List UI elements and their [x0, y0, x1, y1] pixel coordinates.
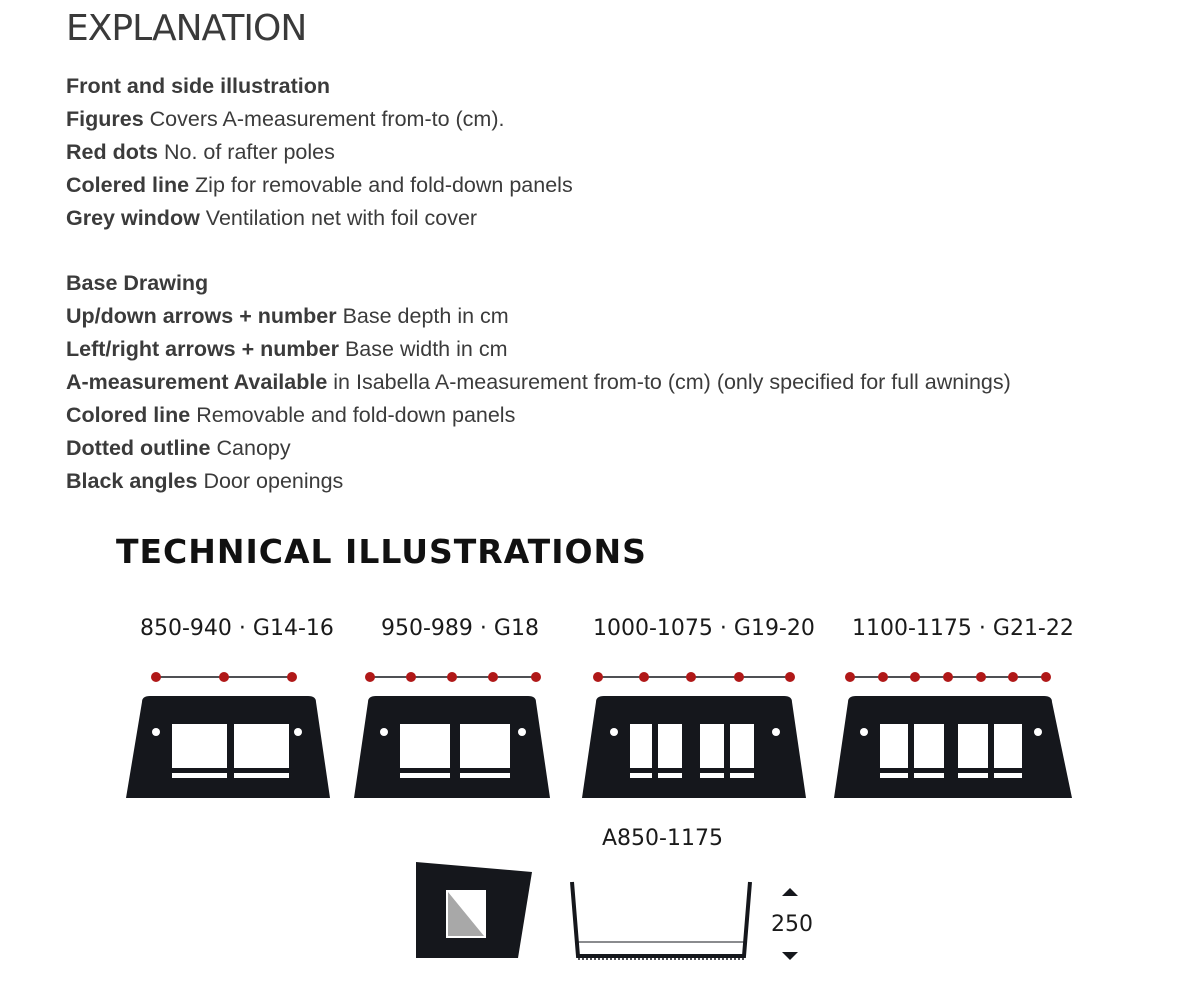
rafter-pole-dot: [1041, 672, 1051, 682]
legend-desc: Covers A-measurement from-to (cm).: [149, 107, 505, 131]
legend-term: Black angles: [66, 469, 198, 493]
base-outline: [572, 882, 750, 956]
legend-term: Up/down arrows + number: [66, 304, 337, 328]
model-label-3: 1000-1075 · G19-20: [593, 616, 815, 641]
legend-desc: No. of rafter poles: [163, 140, 335, 164]
explanation-heading: EXPLANATION: [66, 8, 307, 49]
base-drawing-title: Base Drawing: [66, 271, 209, 295]
legend-desc: Base depth in cm: [342, 304, 509, 328]
rafter-pole-dot: [365, 672, 375, 682]
rafter-pole-dot: [910, 672, 920, 682]
legend-term: Colored line: [66, 403, 191, 427]
vent-dot: [772, 728, 780, 736]
arrow-down-icon: [782, 952, 798, 960]
arrow-up-icon: [782, 888, 798, 896]
legend-term: A-measurement Available: [66, 370, 328, 394]
rafter-pole-dot: [447, 672, 457, 682]
rafter-pole-line: [365, 672, 541, 682]
legend-row-black-angles: [66, 465, 1011, 498]
rafter-pole-dot: [151, 672, 161, 682]
base-depth-label: 250: [771, 912, 813, 937]
awning-body: [354, 696, 550, 798]
rafter-pole-dot: [287, 672, 297, 682]
legend-row-red-dots: [66, 136, 573, 169]
legend-row-grey-window: [66, 202, 573, 235]
rafter-pole-dot: [488, 672, 498, 682]
front-illustration-4: [832, 662, 1076, 802]
vent-dot: [610, 728, 618, 736]
rafter-pole-dot: [639, 672, 649, 682]
front-illustration-1: [124, 662, 332, 802]
base-drawing-section: [66, 267, 1011, 498]
vent-dot: [1034, 728, 1042, 736]
legend-row-a-measurement: [66, 366, 1011, 399]
rafter-pole-dot: [406, 672, 416, 682]
vent-dot: [518, 728, 526, 736]
legend-desc: Door openings: [203, 469, 344, 493]
legend-row-colered-line: [66, 169, 573, 202]
technical-illustrations-title: TECHNICAL ILLUSTRATIONS: [116, 532, 647, 571]
legend-term: Colered line: [66, 173, 190, 197]
front-illustration-3: [580, 662, 808, 802]
model-label-2: 950-989 · G18: [381, 616, 539, 641]
legend-term: Grey window: [66, 206, 200, 230]
awning-body: [834, 696, 1072, 798]
rafter-pole-dot: [219, 672, 229, 682]
legend-desc: Base width in cm: [344, 337, 508, 361]
legend-term: Red dots: [66, 140, 158, 164]
vent-dot: [380, 728, 388, 736]
side-illustration: [414, 860, 536, 962]
rafter-pole-dot: [686, 672, 696, 682]
rafter-pole-dot: [593, 672, 603, 682]
legend-desc: Ventilation net with foil cover: [205, 206, 478, 230]
legend-term: Figures: [66, 107, 144, 131]
vent-dot: [860, 728, 868, 736]
legend-row-leftright: [66, 333, 1011, 366]
front-side-title: Front and side illustration: [66, 74, 330, 98]
rafter-pole-dot: [531, 672, 541, 682]
model-label-1: 850-940 · G14-16: [140, 616, 334, 641]
legend-desc: Removable and fold-down panels: [196, 403, 516, 427]
legend-desc: Zip for removable and fold-down panels: [195, 173, 573, 197]
rafter-pole-dot: [734, 672, 744, 682]
legend-row-dotted-outline: [66, 432, 1011, 465]
vent-dot: [152, 728, 160, 736]
legend-term: Left/right arrows + number: [66, 337, 339, 361]
legend-row-colored-line: [66, 399, 1011, 432]
vent-dot: [294, 728, 302, 736]
side-range-label: A850-1175: [602, 826, 723, 851]
legend-row-figures: [66, 103, 573, 136]
rafter-pole-dot: [976, 672, 986, 682]
rafter-pole-dot: [943, 672, 953, 682]
awning-body: [582, 696, 806, 798]
legend-desc: in Isabella A-measurement from-to (cm) (only specified for full awnings): [333, 370, 1011, 394]
legend-row-updown: [66, 300, 1011, 333]
awning-body: [126, 696, 330, 798]
front-side-section: [66, 70, 573, 235]
legend-desc: Canopy: [216, 436, 291, 460]
legend-term: Dotted outline: [66, 436, 211, 460]
rafter-pole-line: [593, 672, 795, 682]
front-illustration-2: [352, 662, 552, 802]
rafter-pole-line: [845, 672, 1051, 682]
rafter-pole-dot: [785, 672, 795, 682]
rafter-pole-dot: [1008, 672, 1018, 682]
model-label-4: 1100-1175 · G21-22: [852, 616, 1074, 641]
rafter-pole-line: [151, 672, 297, 682]
rafter-pole-dot: [845, 672, 855, 682]
rafter-pole-dot: [878, 672, 888, 682]
base-drawing: [566, 880, 756, 964]
